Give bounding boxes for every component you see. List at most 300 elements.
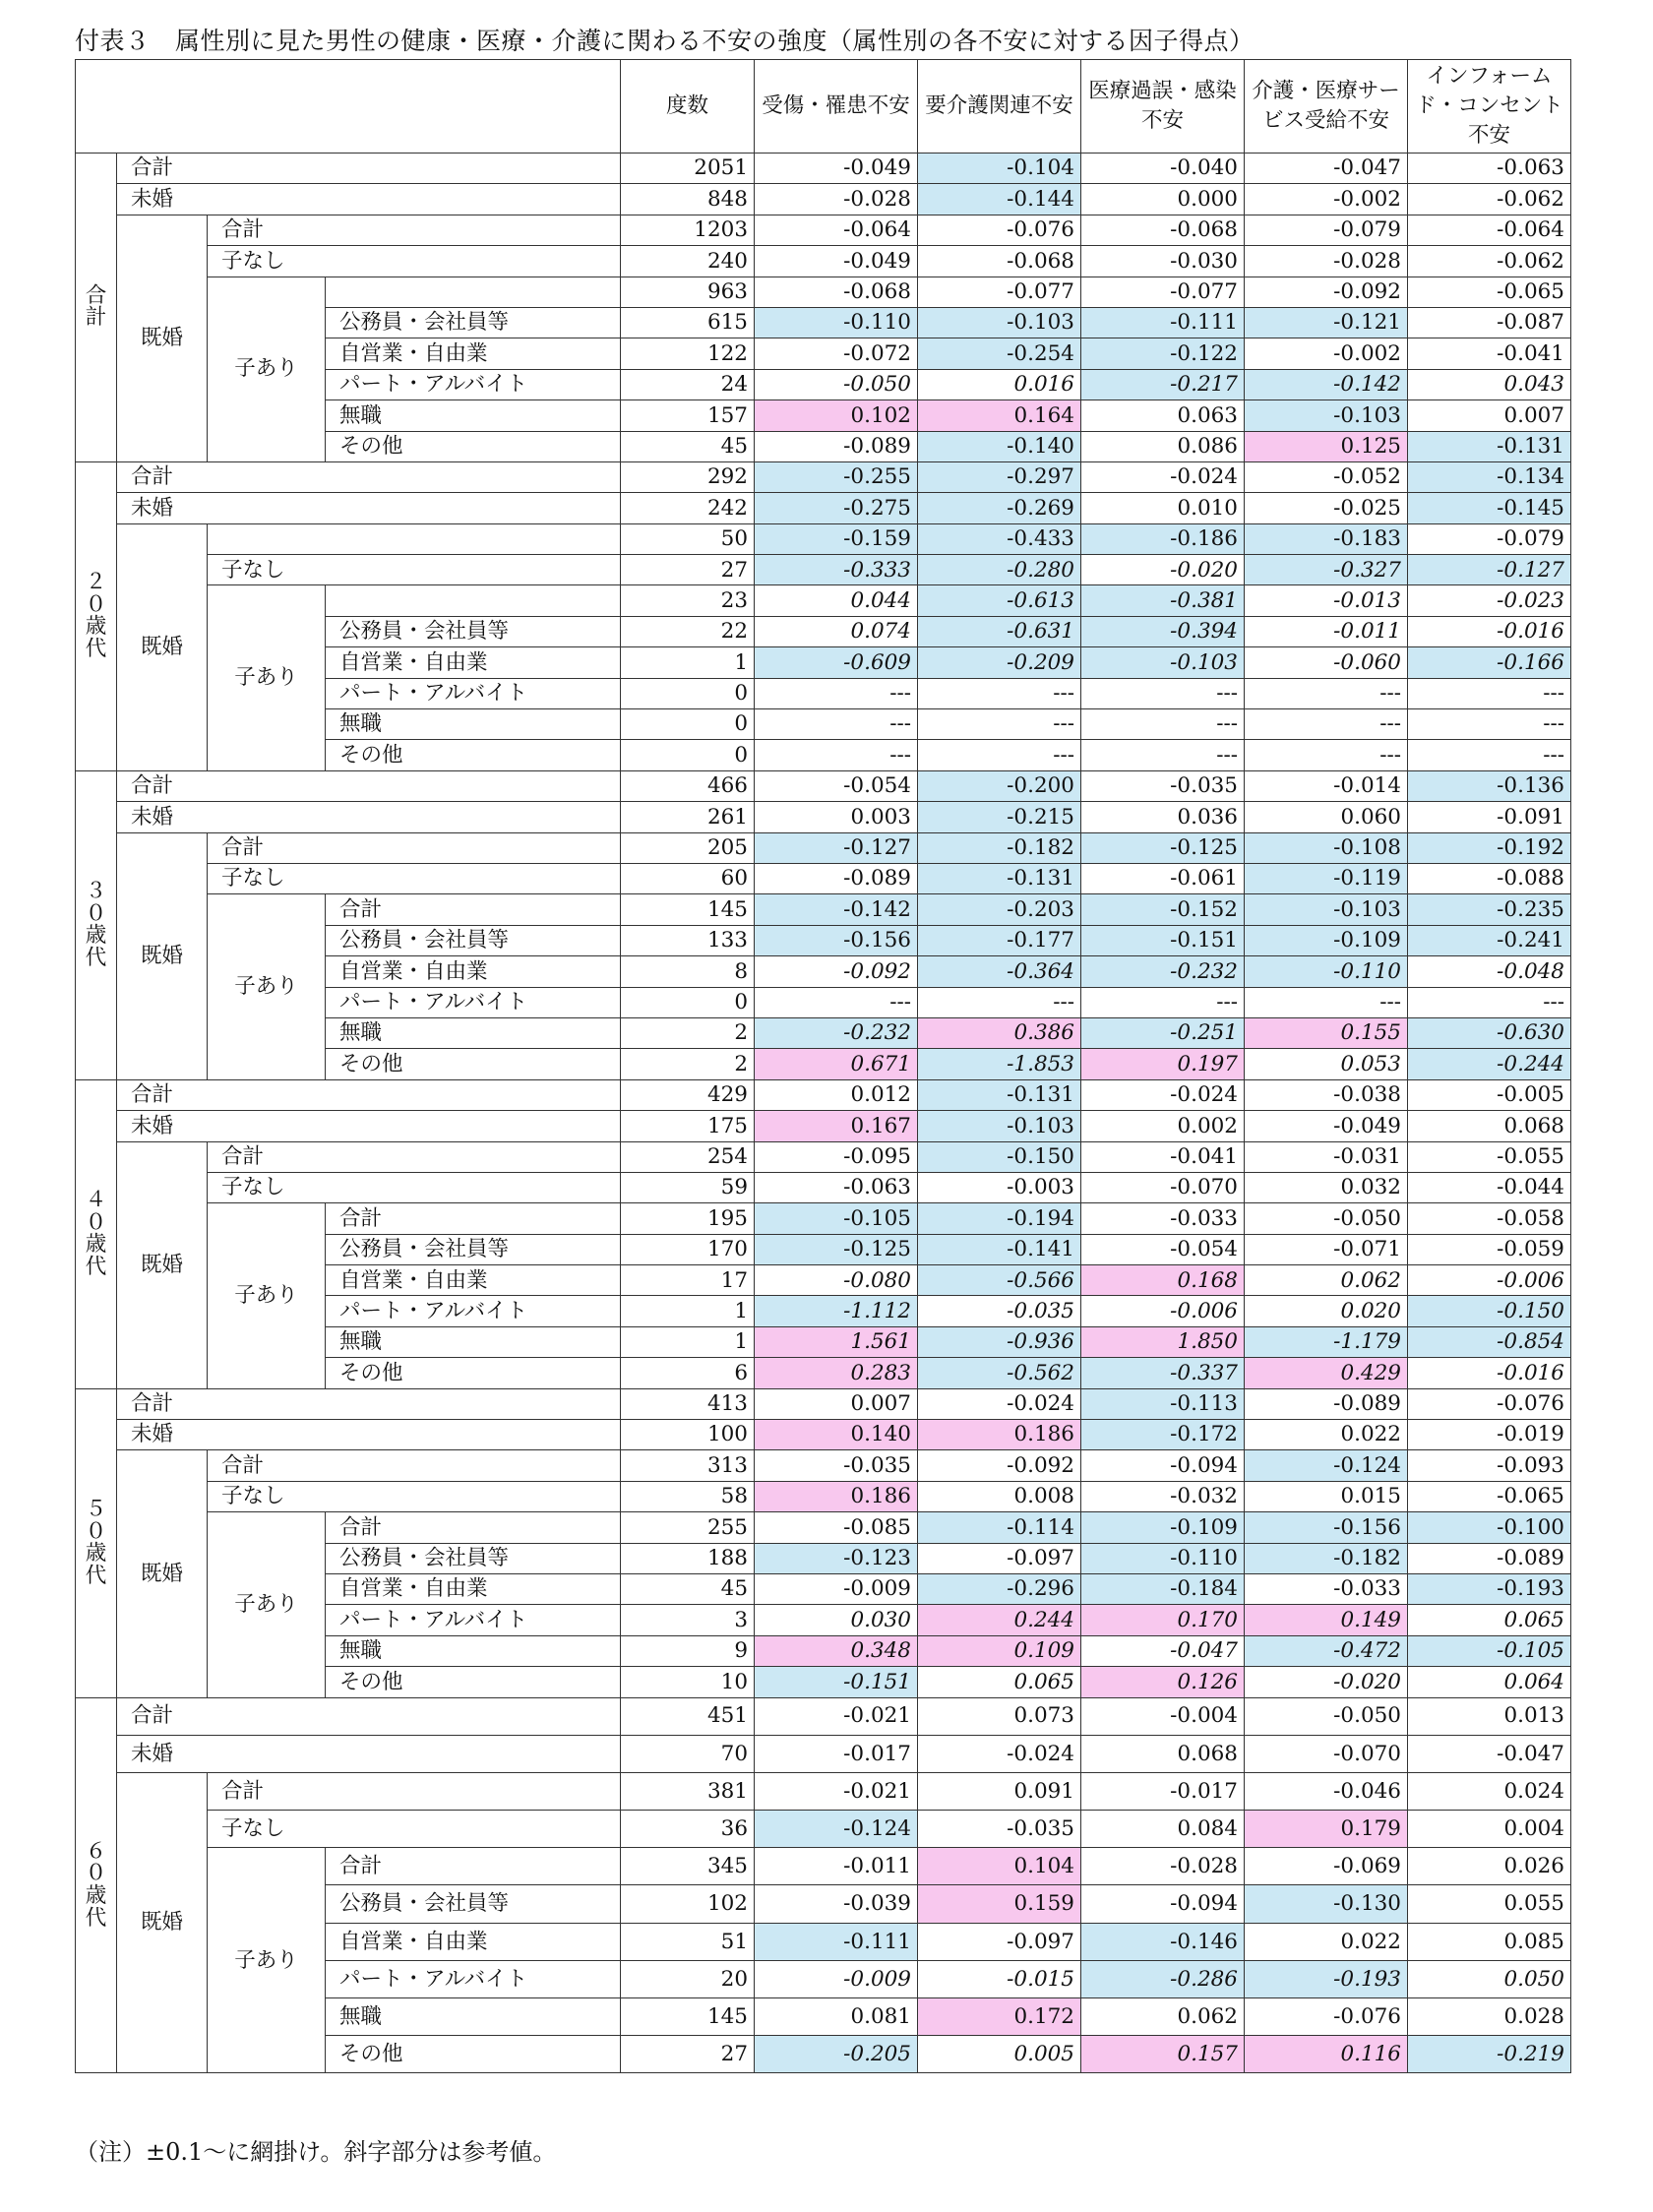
score-cell: -0.087	[1408, 307, 1571, 338]
row-label-part: パート・アルバイト	[326, 1296, 621, 1326]
score-cell: -0.140	[918, 431, 1081, 461]
score-cell: -0.150	[1408, 1296, 1571, 1326]
count-cell: 1	[621, 1326, 755, 1357]
row-label-public: 公務員・会社員等	[326, 1543, 621, 1573]
score-cell: -0.092	[1245, 276, 1408, 307]
table-row	[76, 1512, 1571, 1543]
table-row	[76, 523, 1571, 554]
score-cell: -0.109	[1245, 925, 1408, 955]
table-row	[76, 1735, 1571, 1772]
score-cell: -0.105	[1408, 1635, 1571, 1666]
score-cell: 0.167	[755, 1111, 918, 1141]
score-cell: -0.286	[1081, 1960, 1245, 1997]
score-cell: -0.077	[1081, 276, 1245, 307]
count-cell: 17	[621, 1265, 755, 1296]
score-cell: -0.089	[755, 863, 918, 893]
score-cell: -0.070	[1245, 1735, 1408, 1772]
header-blank	[76, 60, 621, 154]
score-cell: ---	[918, 709, 1081, 740]
score-cell: -0.142	[1245, 369, 1408, 399]
count-cell: 60	[621, 863, 755, 893]
score-cell: -0.030	[1081, 246, 1245, 276]
count-cell: 188	[621, 1543, 755, 1573]
score-cell: -0.054	[755, 770, 918, 801]
row-label-self: 自営業・自由業	[326, 956, 621, 987]
count-cell: 51	[621, 1923, 755, 1960]
row-label-no-child: 子なし	[208, 246, 621, 276]
score-cell: 0.028	[1408, 1998, 1571, 2036]
score-cell: 0.022	[1245, 1420, 1408, 1450]
score-cell: ---	[918, 740, 1081, 770]
with-child-label: 子あり	[208, 1848, 326, 2073]
count-cell: 255	[621, 1512, 755, 1543]
count-cell: 2	[621, 1049, 755, 1079]
score-cell: -0.016	[1408, 1358, 1571, 1388]
score-cell: 0.244	[918, 1605, 1081, 1635]
score-cell: -0.150	[918, 1141, 1081, 1172]
score-cell: -0.058	[1408, 1203, 1571, 1234]
row-label-unmarried: 未婚	[117, 802, 621, 832]
count-cell: 24	[621, 369, 755, 399]
score-cell: -0.186	[1081, 523, 1245, 554]
score-cell: 0.386	[918, 1017, 1081, 1048]
row-label-child-total: 合計	[326, 1848, 621, 1885]
score-cell: 0.168	[1081, 1265, 1245, 1296]
score-cell: ---	[1081, 678, 1245, 708]
row-label-unmarried: 未婚	[117, 1420, 621, 1450]
score-cell: -0.280	[918, 555, 1081, 585]
score-cell: -0.125	[1081, 832, 1245, 863]
score-cell: -0.209	[918, 647, 1081, 678]
row-label-other: その他	[326, 2036, 621, 2073]
score-cell: -0.038	[1245, 1079, 1408, 1110]
score-cell: -0.021	[755, 1772, 918, 1810]
score-cell: -1.112	[755, 1296, 918, 1326]
score-cell: -0.131	[918, 863, 1081, 893]
score-cell: 0.043	[1408, 369, 1571, 399]
count-cell: 145	[621, 894, 755, 925]
score-cell: 0.102	[755, 400, 918, 431]
count-cell: 145	[621, 1998, 755, 2036]
score-cell: -0.093	[1408, 1450, 1571, 1481]
row-label-jobless: 無職	[326, 709, 621, 740]
row-label-no-child: 子なし	[208, 1811, 621, 1848]
score-cell: 0.062	[1081, 1998, 1245, 2036]
count-cell: 381	[621, 1772, 755, 1810]
score-cell: 0.116	[1245, 2036, 1408, 2073]
score-cell: -0.021	[755, 1697, 918, 1735]
table-note: （注）±0.1〜に網掛け。斜字部分は参考値。	[75, 2138, 557, 2166]
score-cell: -0.094	[1081, 1885, 1245, 1923]
count-cell: 50	[621, 523, 755, 554]
score-cell: -0.156	[755, 925, 918, 955]
row-label-self: 自営業・自由業	[326, 1573, 621, 1604]
row-label-public: 公務員・会社員等	[326, 1234, 621, 1264]
score-cell: -0.077	[918, 276, 1081, 307]
score-cell: 0.172	[918, 1998, 1081, 2036]
table-row	[76, 1811, 1571, 1848]
score-cell: -0.049	[1245, 1111, 1408, 1141]
score-cell: 0.197	[1081, 1049, 1245, 1079]
count-cell: 615	[621, 307, 755, 338]
score-cell: ---	[755, 709, 918, 740]
score-cell: -0.123	[755, 1543, 918, 1573]
score-cell: -0.433	[918, 523, 1081, 554]
group-label-0: 合計	[76, 154, 117, 462]
score-cell: 0.003	[755, 802, 918, 832]
score-cell: -0.111	[755, 1923, 918, 1960]
row-label-public: 公務員・会社員等	[326, 616, 621, 646]
score-cell: -0.130	[1245, 1885, 1408, 1923]
group-label-4: ５０歳代	[76, 1388, 117, 1697]
score-cell: -0.297	[918, 461, 1081, 492]
score-cell: -0.072	[755, 338, 918, 369]
score-cell: ---	[1245, 678, 1408, 708]
score-cell: -0.472	[1245, 1635, 1408, 1666]
score-cell: -0.113	[1081, 1388, 1245, 1419]
row-label-other: その他	[326, 1358, 621, 1388]
score-cell: -0.127	[755, 832, 918, 863]
score-cell: -0.085	[755, 1512, 918, 1543]
row-label-no-child: 子なし	[208, 1481, 621, 1511]
score-cell: 0.125	[1245, 431, 1408, 461]
score-cell: -0.050	[1245, 1697, 1408, 1735]
score-cell: -0.125	[755, 1234, 918, 1264]
score-cell: -0.024	[1081, 461, 1245, 492]
row-label-total: 合計	[117, 1388, 621, 1419]
score-cell: -1.179	[1245, 1326, 1408, 1357]
score-cell: -0.114	[918, 1512, 1081, 1543]
score-cell: -0.562	[918, 1358, 1081, 1388]
count-cell: 100	[621, 1420, 755, 1450]
score-cell: -0.063	[755, 1172, 918, 1202]
count-cell: 240	[621, 246, 755, 276]
score-cell: -0.124	[1245, 1450, 1408, 1481]
married-label: 既婚	[117, 1772, 208, 2073]
score-cell: -0.159	[755, 523, 918, 554]
score-cell: -0.068	[1081, 215, 1245, 245]
score-cell: -0.103	[1245, 400, 1408, 431]
score-cell: -0.110	[1081, 1543, 1245, 1573]
row-label-total: 合計	[117, 770, 621, 801]
count-cell: 2	[621, 1017, 755, 1048]
row-label-part: パート・アルバイト	[326, 678, 621, 708]
score-cell: ---	[1408, 740, 1571, 770]
row-label-married-total: 合計	[208, 1450, 621, 1481]
row-label-total: 合計	[117, 1697, 621, 1735]
score-cell: -0.131	[918, 1079, 1081, 1110]
score-cell: -0.182	[918, 832, 1081, 863]
table-row	[76, 493, 1571, 523]
with-child-label: 子あり	[208, 1512, 326, 1697]
score-cell: 0.149	[1245, 1605, 1408, 1635]
score-cell: -0.023	[1408, 585, 1571, 616]
score-cell: -0.035	[918, 1811, 1081, 1848]
score-cell: -0.062	[1408, 246, 1571, 276]
score-cell: -0.004	[1081, 1697, 1245, 1735]
score-cell: -0.068	[755, 276, 918, 307]
table-row	[76, 1450, 1571, 1481]
score-cell: -0.110	[755, 307, 918, 338]
score-cell: 0.012	[755, 1079, 918, 1110]
count-cell: 451	[621, 1697, 755, 1735]
score-cell: -0.047	[1245, 154, 1408, 184]
row-label-unmarried: 未婚	[117, 493, 621, 523]
score-cell: -0.063	[1408, 154, 1571, 184]
score-cell: -0.122	[1081, 338, 1245, 369]
score-cell: 0.022	[1245, 1923, 1408, 1960]
header-count: 度数	[621, 60, 755, 154]
count-cell: 261	[621, 802, 755, 832]
score-cell: 0.186	[755, 1481, 918, 1511]
score-cell: -0.121	[1245, 307, 1408, 338]
table-row	[76, 215, 1571, 245]
row-label-child-total: 合計	[326, 1512, 621, 1543]
score-cell: -0.232	[755, 1017, 918, 1048]
score-cell: -0.047	[1408, 1735, 1571, 1772]
score-cell: -0.103	[1081, 647, 1245, 678]
score-cell: ---	[918, 678, 1081, 708]
score-cell: 0.020	[1245, 1296, 1408, 1326]
score-cell: ---	[1081, 987, 1245, 1017]
count-cell: 175	[621, 1111, 755, 1141]
score-cell: -0.124	[755, 1811, 918, 1848]
score-cell: -0.134	[1408, 461, 1571, 492]
row-label-jobless: 無職	[326, 1326, 621, 1357]
score-cell: -0.103	[1245, 894, 1408, 925]
score-cell: -0.192	[1408, 832, 1571, 863]
married-label: 既婚	[117, 215, 208, 461]
score-cell: 0.008	[918, 1481, 1081, 1511]
count-cell: 292	[621, 461, 755, 492]
score-cell: -0.062	[1408, 184, 1571, 215]
score-cell: -0.193	[1408, 1573, 1571, 1604]
score-cell: -0.152	[1081, 894, 1245, 925]
score-cell: -0.061	[1081, 863, 1245, 893]
score-cell: -0.097	[918, 1923, 1081, 1960]
count-cell: 242	[621, 493, 755, 523]
score-cell: -0.059	[1408, 1234, 1571, 1264]
count-cell: 170	[621, 1234, 755, 1264]
score-cell: 0.164	[918, 400, 1081, 431]
score-cell: -0.019	[1408, 1420, 1571, 1450]
count-cell: 2051	[621, 154, 755, 184]
score-cell: -0.219	[1408, 2036, 1571, 2073]
score-cell: ---	[755, 678, 918, 708]
score-cell: -0.609	[755, 647, 918, 678]
score-cell: 0.055	[1408, 1885, 1571, 1923]
score-cell: -0.094	[1081, 1450, 1245, 1481]
score-cell: -0.269	[918, 493, 1081, 523]
score-cell: -0.089	[1245, 1388, 1408, 1419]
score-cell: -0.172	[1081, 1420, 1245, 1450]
row-label-jobless: 無職	[326, 1998, 621, 2036]
score-cell: -0.232	[1081, 956, 1245, 987]
row-label-jobless: 無職	[326, 400, 621, 431]
score-cell: ---	[1245, 740, 1408, 770]
score-cell: -0.092	[755, 956, 918, 987]
score-cell: -0.381	[1081, 585, 1245, 616]
row-label-married-total	[208, 523, 621, 554]
score-cell: -0.064	[1408, 215, 1571, 245]
table-row	[76, 276, 1571, 307]
table-row	[76, 802, 1571, 832]
score-cell: -0.141	[918, 1234, 1081, 1264]
count-cell: 0	[621, 709, 755, 740]
row-label-married-total: 合計	[208, 1772, 621, 1810]
score-cell: -0.110	[1245, 956, 1408, 987]
score-cell: -0.060	[1245, 647, 1408, 678]
score-cell: 0.283	[755, 1358, 918, 1388]
score-cell: -0.068	[918, 246, 1081, 276]
with-child-label: 子あり	[208, 276, 326, 461]
score-cell: -0.251	[1081, 1017, 1245, 1048]
score-cell: -0.337	[1081, 1358, 1245, 1388]
score-cell: -0.048	[1408, 956, 1571, 987]
score-cell: -0.144	[918, 184, 1081, 215]
score-cell: -0.025	[1245, 493, 1408, 523]
score-cell: -0.255	[755, 461, 918, 492]
score-cell: -0.003	[918, 1172, 1081, 1202]
count-cell: 58	[621, 1481, 755, 1511]
score-cell: -0.854	[1408, 1326, 1571, 1357]
score-cell: -0.244	[1408, 1049, 1571, 1079]
header-informed-consent-anxiety: インフォームド・コンセント不安	[1408, 60, 1571, 154]
score-cell: -0.089	[755, 431, 918, 461]
row-label-child-total	[326, 276, 621, 307]
table-row	[76, 184, 1571, 215]
score-cell: -0.035	[918, 1296, 1081, 1326]
count-cell: 0	[621, 678, 755, 708]
table-row	[76, 1388, 1571, 1419]
count-cell: 157	[621, 400, 755, 431]
score-cell: 0.086	[1081, 431, 1245, 461]
score-cell: -0.011	[1245, 616, 1408, 646]
count-cell: 36	[621, 1811, 755, 1848]
score-cell: -0.394	[1081, 616, 1245, 646]
count-cell: 27	[621, 2036, 755, 2073]
score-cell: -0.327	[1245, 555, 1408, 585]
score-cell: -0.184	[1081, 1573, 1245, 1604]
score-cell: 0.060	[1245, 802, 1408, 832]
score-cell: -0.052	[1245, 461, 1408, 492]
table-row	[76, 863, 1571, 893]
score-cell: -0.080	[755, 1265, 918, 1296]
score-cell: -0.015	[918, 1960, 1081, 1997]
score-cell: -0.079	[1408, 523, 1571, 554]
score-cell: -0.103	[918, 1111, 1081, 1141]
score-cell: -0.028	[1081, 1848, 1245, 1885]
score-cell: -0.333	[755, 555, 918, 585]
score-cell: -0.103	[918, 307, 1081, 338]
score-cell: -0.182	[1245, 1543, 1408, 1573]
score-cell: -0.046	[1245, 1772, 1408, 1810]
score-cell: -0.017	[755, 1735, 918, 1772]
count-cell: 23	[621, 585, 755, 616]
score-cell: 0.348	[755, 1635, 918, 1666]
score-cell: 0.005	[918, 2036, 1081, 2073]
score-cell: 0.068	[1408, 1111, 1571, 1141]
score-cell: 0.170	[1081, 1605, 1245, 1635]
score-cell: -0.013	[1245, 585, 1408, 616]
count-cell: 20	[621, 1960, 755, 1997]
score-cell: -0.203	[918, 894, 1081, 925]
row-label-married-total: 合計	[208, 832, 621, 863]
score-cell: 0.109	[918, 1635, 1081, 1666]
score-cell: 1.850	[1081, 1326, 1245, 1357]
count-cell: 429	[621, 1079, 755, 1110]
score-cell: -0.296	[918, 1573, 1081, 1604]
row-label-public: 公務員・会社員等	[326, 925, 621, 955]
score-cell: 0.140	[755, 1420, 918, 1450]
score-cell: -0.035	[1081, 770, 1245, 801]
score-cell: -0.275	[755, 493, 918, 523]
table-row	[76, 894, 1571, 925]
table-row	[76, 1172, 1571, 1202]
row-label-jobless: 無職	[326, 1017, 621, 1048]
row-label-jobless: 無職	[326, 1635, 621, 1666]
score-cell: -0.011	[755, 1848, 918, 1885]
score-cell: 0.015	[1245, 1481, 1408, 1511]
score-cell: ---	[1081, 740, 1245, 770]
score-cell: 0.155	[1245, 1017, 1408, 1048]
score-cell: -0.131	[1408, 431, 1571, 461]
score-cell: -0.076	[918, 215, 1081, 245]
score-cell: -0.035	[755, 1450, 918, 1481]
row-label-unmarried: 未婚	[117, 184, 621, 215]
with-child-label: 子あり	[208, 1203, 326, 1388]
count-cell: 313	[621, 1450, 755, 1481]
table-row	[76, 246, 1571, 276]
table-row	[76, 1481, 1571, 1511]
score-cell: -0.127	[1408, 555, 1571, 585]
group-label-5: ６０歳代	[76, 1697, 117, 2073]
count-cell: 27	[621, 555, 755, 585]
score-cell: -0.006	[1408, 1265, 1571, 1296]
score-cell: -0.097	[918, 1543, 1081, 1573]
table-row	[76, 1111, 1571, 1141]
score-cell: 0.007	[755, 1388, 918, 1419]
score-cell: -0.016	[1408, 616, 1571, 646]
count-cell: 205	[621, 832, 755, 863]
score-cell: -0.630	[1408, 1017, 1571, 1048]
score-cell: -0.014	[1245, 770, 1408, 801]
score-cell: 0.179	[1245, 1811, 1408, 1848]
score-cell: -0.151	[1081, 925, 1245, 955]
row-label-self: 自営業・自由業	[326, 1265, 621, 1296]
row-label-child-total: 合計	[326, 894, 621, 925]
score-cell: -0.064	[755, 215, 918, 245]
header-service-anxiety: 介護・医療サービス受給不安	[1245, 60, 1408, 154]
row-label-public: 公務員・会社員等	[326, 1885, 621, 1923]
table-row	[76, 154, 1571, 184]
score-cell: -0.033	[1081, 1203, 1245, 1234]
score-cell: -0.017	[1081, 1772, 1245, 1810]
score-cell: 0.084	[1081, 1811, 1245, 1848]
count-cell: 466	[621, 770, 755, 801]
score-cell: 0.044	[755, 585, 918, 616]
score-cell: -0.254	[918, 338, 1081, 369]
factor-score-table	[75, 59, 1571, 2073]
row-label-other: その他	[326, 1049, 621, 1079]
score-cell: -0.069	[1245, 1848, 1408, 1885]
score-cell: 0.002	[1081, 1111, 1245, 1141]
score-cell: -0.039	[755, 1885, 918, 1923]
score-cell: 0.010	[1081, 493, 1245, 523]
header-care-anxiety: 要介護関連不安	[918, 60, 1081, 154]
count-cell: 122	[621, 338, 755, 369]
score-cell: -0.092	[918, 1450, 1081, 1481]
